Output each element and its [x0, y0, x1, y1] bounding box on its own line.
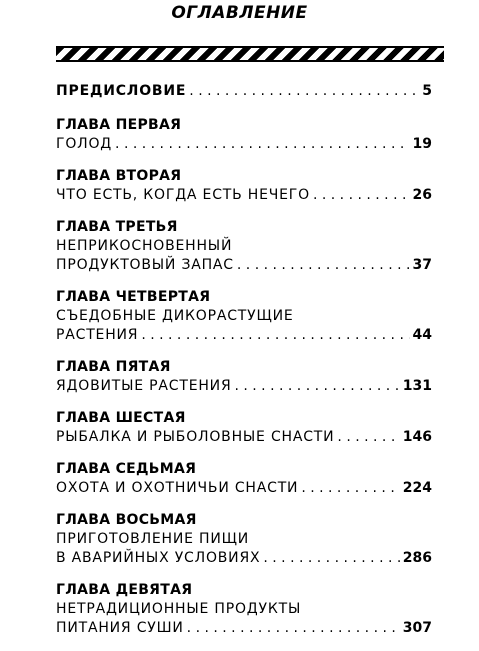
- toc-page-number: 44: [412, 327, 432, 343]
- dot-leader: [301, 479, 399, 498]
- chapter-title-line: ПИТАНИЯ СУШИ: [56, 620, 184, 636]
- chapter-label: ГЛАВА ВОСЬМАЯ: [56, 512, 197, 528]
- chapter-title-line: РЫБАЛКА И РЫБОЛОВНЫЕ СНАСТИ: [56, 429, 335, 445]
- dot-leader: [263, 549, 399, 568]
- toc-entry-title: ПРЕДИСЛОВИЕ: [56, 83, 187, 99]
- chapter-label: ГЛАВА ТРЕТЬЯ: [56, 219, 178, 235]
- chapter-title-line: ЯДОВИТЫЕ РАСТЕНИЯ: [56, 378, 232, 394]
- chapter-label: ГЛАВА ПЯТАЯ: [56, 359, 171, 375]
- chapter-title-line: СЪЕДОБНЫЕ ДИКОРАСТУЩИЕ: [56, 308, 294, 324]
- chapter-title-line: ПРОДУКТОВЫЙ ЗАПАС: [56, 257, 234, 273]
- chapter-label: ГЛАВА ДЕВЯТАЯ: [56, 582, 193, 598]
- chapter-label: ГЛАВА ПЕРВАЯ: [56, 117, 182, 133]
- toc-chapter: [56, 218, 432, 275]
- dot-leader: [313, 186, 410, 205]
- dot-leader: [234, 377, 399, 396]
- chapter-title-line: ГОЛОД: [56, 136, 113, 152]
- toc-page-number: 5: [422, 83, 432, 99]
- toc-page-number: 286: [402, 550, 432, 566]
- chapter-title-line: НЕПРИКОСНОВЕННЫЙ: [56, 238, 233, 254]
- toc-page-number: 131: [402, 378, 432, 394]
- toc-page-number: 146: [402, 429, 432, 445]
- toc-chapter: [56, 167, 432, 205]
- toc-page-number: 26: [412, 187, 432, 203]
- toc-chapter: [56, 358, 432, 396]
- table-of-contents: [56, 82, 432, 651]
- chapter-title-line: В АВАРИЙНЫХ УСЛОВИЯХ: [56, 550, 261, 566]
- dot-leader: [115, 135, 409, 154]
- toc-entry-preface: [56, 82, 432, 101]
- toc-chapter: [56, 581, 432, 638]
- toc-chapter: [56, 511, 432, 568]
- dot-leader: [141, 326, 409, 345]
- toc-chapter: [56, 409, 432, 447]
- toc-chapter: [56, 460, 432, 498]
- dot-leader: [337, 428, 399, 447]
- toc-chapter: [56, 116, 432, 154]
- toc-page-number: 19: [412, 136, 432, 152]
- chapter-title-line: ЧТО ЕСТЬ, КОГДА ЕСТЬ НЕЧЕГО: [56, 187, 310, 203]
- chapter-title-line: РАСТЕНИЯ: [56, 327, 139, 343]
- dot-leader: [187, 619, 400, 638]
- page-title: ОГЛАВЛЕНИЕ: [171, 3, 308, 23]
- chapter-title-line: ПРИГОТОВЛЕНИЕ ПИЩИ: [56, 531, 250, 547]
- toc-chapter: [56, 288, 432, 345]
- dot-leader: [237, 256, 410, 275]
- chapter-title-line: ОХОТА И ОХОТНИЧЬИ СНАСТИ: [56, 480, 299, 496]
- chapter-title-line: НЕТРАДИЦИОННЫЕ ПРОДУКТЫ: [56, 601, 302, 617]
- chapter-label: ГЛАВА ШЕСТАЯ: [56, 410, 186, 426]
- chapter-list: [56, 116, 432, 638]
- toc-page-number: 307: [402, 620, 432, 636]
- toc-page-number: 224: [402, 480, 432, 496]
- toc-page-number: 37: [412, 257, 432, 273]
- dot-leader: [189, 82, 419, 101]
- decorative-stripe-divider: [56, 46, 444, 62]
- chapter-label: ГЛАВА СЕДЬМАЯ: [56, 461, 197, 477]
- chapter-label: ГЛАВА ЧЕТВЕРТАЯ: [56, 289, 211, 305]
- chapter-label: ГЛАВА ВТОРАЯ: [56, 168, 182, 184]
